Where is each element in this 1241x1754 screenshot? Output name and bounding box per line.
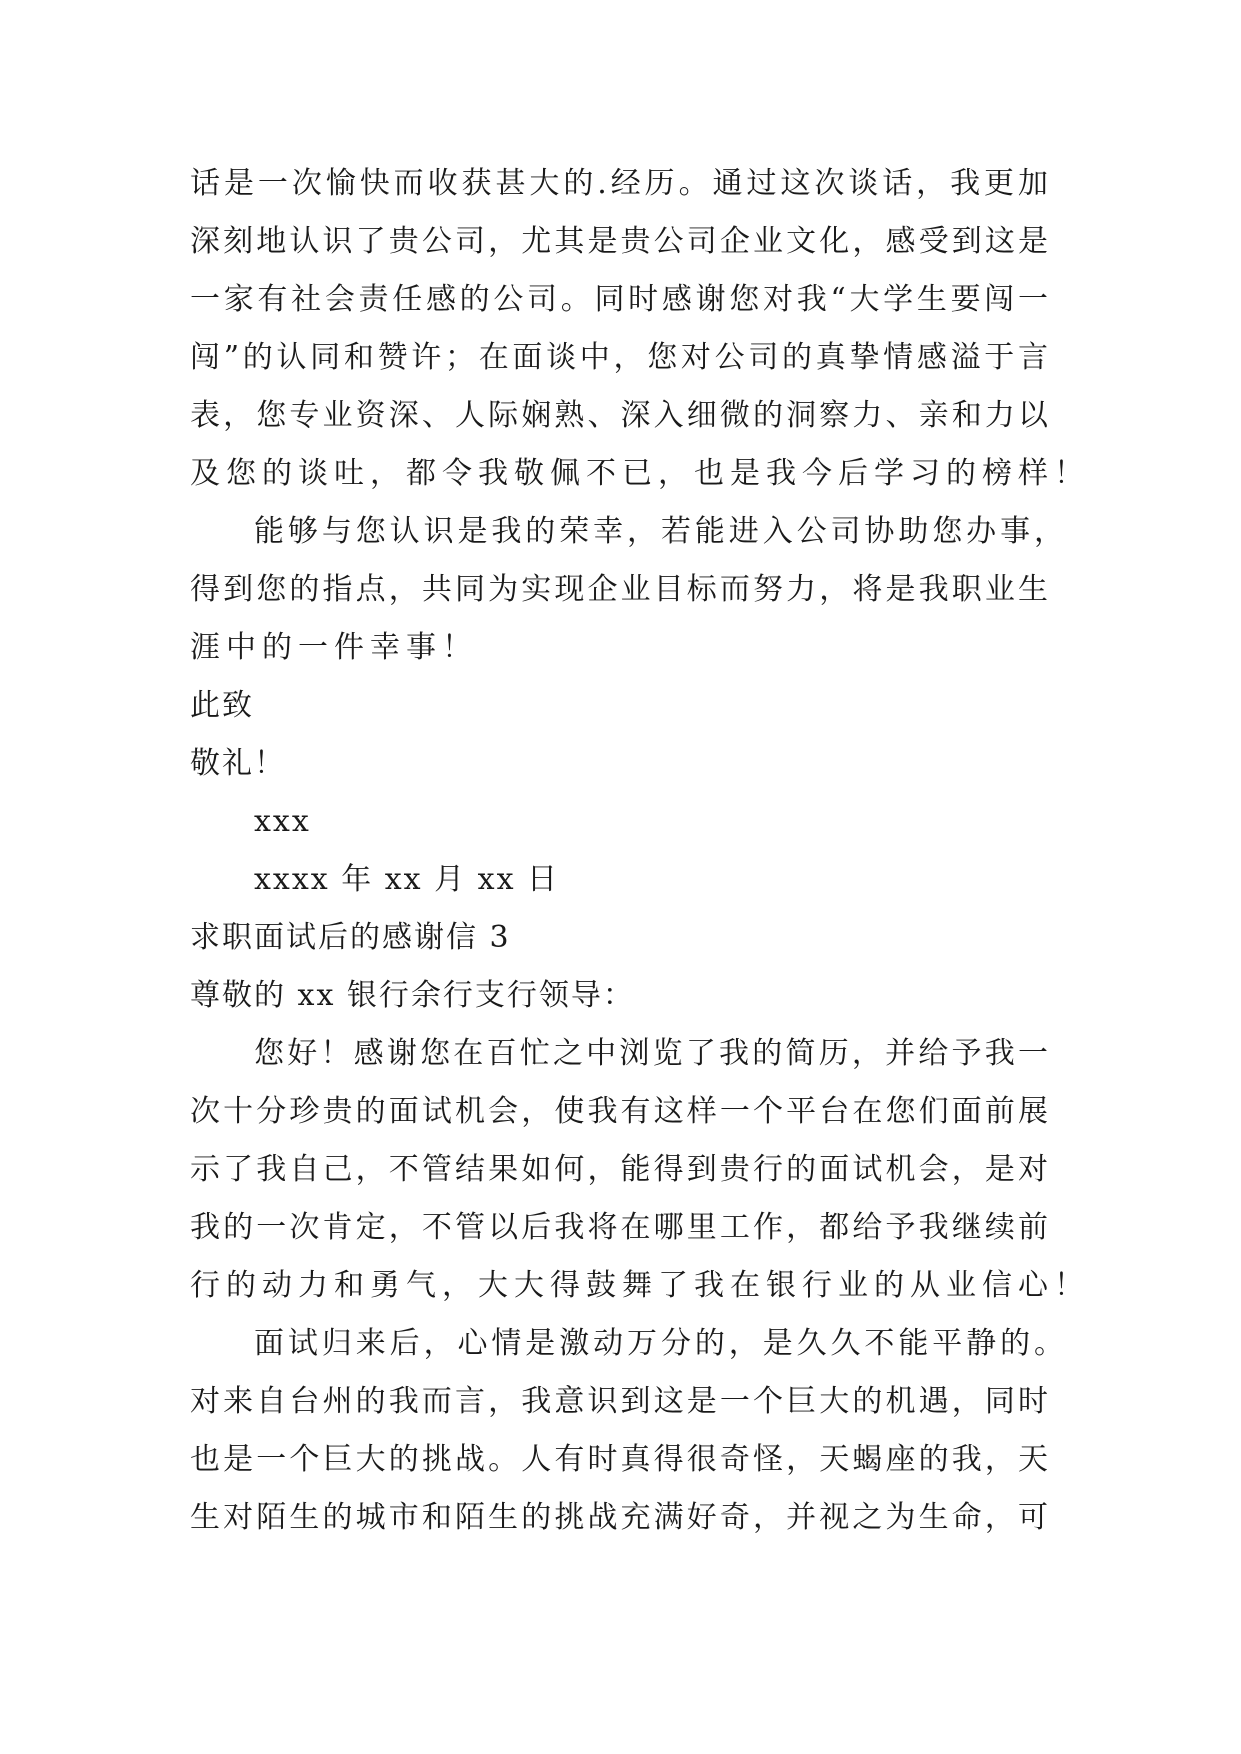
paragraph-line: 生对陌生的城市和陌生的挑战充满好奇，并视之为生命，可 xyxy=(190,1500,1048,1535)
paragraph-line: 涯中的一件幸事！ xyxy=(190,630,478,665)
paragraph-line: 闯”的认同和赞许；在面谈中，您对公司的真挚情感溢于言 xyxy=(190,340,1048,375)
paragraph-line: 表，您专业资深、人际娴熟、深入细微的洞察力、亲和力以 xyxy=(190,398,1048,433)
paragraph-line: 也是一个巨大的挑战。人有时真得很奇怪，天蝎座的我，天 xyxy=(190,1442,1048,1477)
paragraph-line: 话是一次愉快而收获甚大的.经历。通过这次谈话，我更加 xyxy=(190,166,1048,201)
paragraph-line: 及您的谈吐，都令我敬佩不已，也是我今后学习的榜样！ xyxy=(190,456,1090,491)
paragraph-line: 次十分珍贵的面试机会，使我有这样一个平台在您们面前展 xyxy=(190,1094,1048,1129)
paragraph-line: 一家有社会责任感的公司。同时感谢您对我“大学生要闯一 xyxy=(190,282,1048,317)
paragraph-line: 面试归来后，心情是激动万分的，是久久不能平静的。 xyxy=(254,1326,1064,1361)
paragraph-line: 对来自台州的我而言，我意识到这是一个巨大的机遇，同时 xyxy=(190,1384,1048,1419)
paragraph-line: 深刻地认识了贵公司，尤其是贵公司企业文化，感受到这是 xyxy=(190,224,1048,259)
signature-name: xxx xyxy=(254,804,311,839)
paragraph-line: 能够与您认识是我的荣幸，若能进入公司协助您办事， xyxy=(254,514,1064,549)
closing-salutation: 此致 xyxy=(190,688,254,723)
letter-greeting: 尊敬的 xx 银行余行支行领导： xyxy=(190,978,635,1013)
paragraph-line: 您好！感谢您在百忙之中浏览了我的简历，并给予我一 xyxy=(254,1036,1048,1071)
letter-heading: 求职面试后的感谢信 3 xyxy=(190,920,511,955)
paragraph-line: 行的动力和勇气，大大得鼓舞了我在银行业的从业信心！ xyxy=(190,1268,1090,1303)
signature-date: xxxx 年 xx 月 xx 日 xyxy=(254,862,560,897)
paragraph-line: 我的一次肯定，不管以后我将在哪里工作，都给予我继续前 xyxy=(190,1210,1048,1245)
closing-regards: 敬礼！ xyxy=(190,746,286,781)
paragraph-line: 得到您的指点，共同为实现企业目标而努力，将是我职业生 xyxy=(190,572,1048,607)
paragraph-line: 示了我自己，不管结果如何，能得到贵行的面试机会，是对 xyxy=(190,1152,1048,1187)
